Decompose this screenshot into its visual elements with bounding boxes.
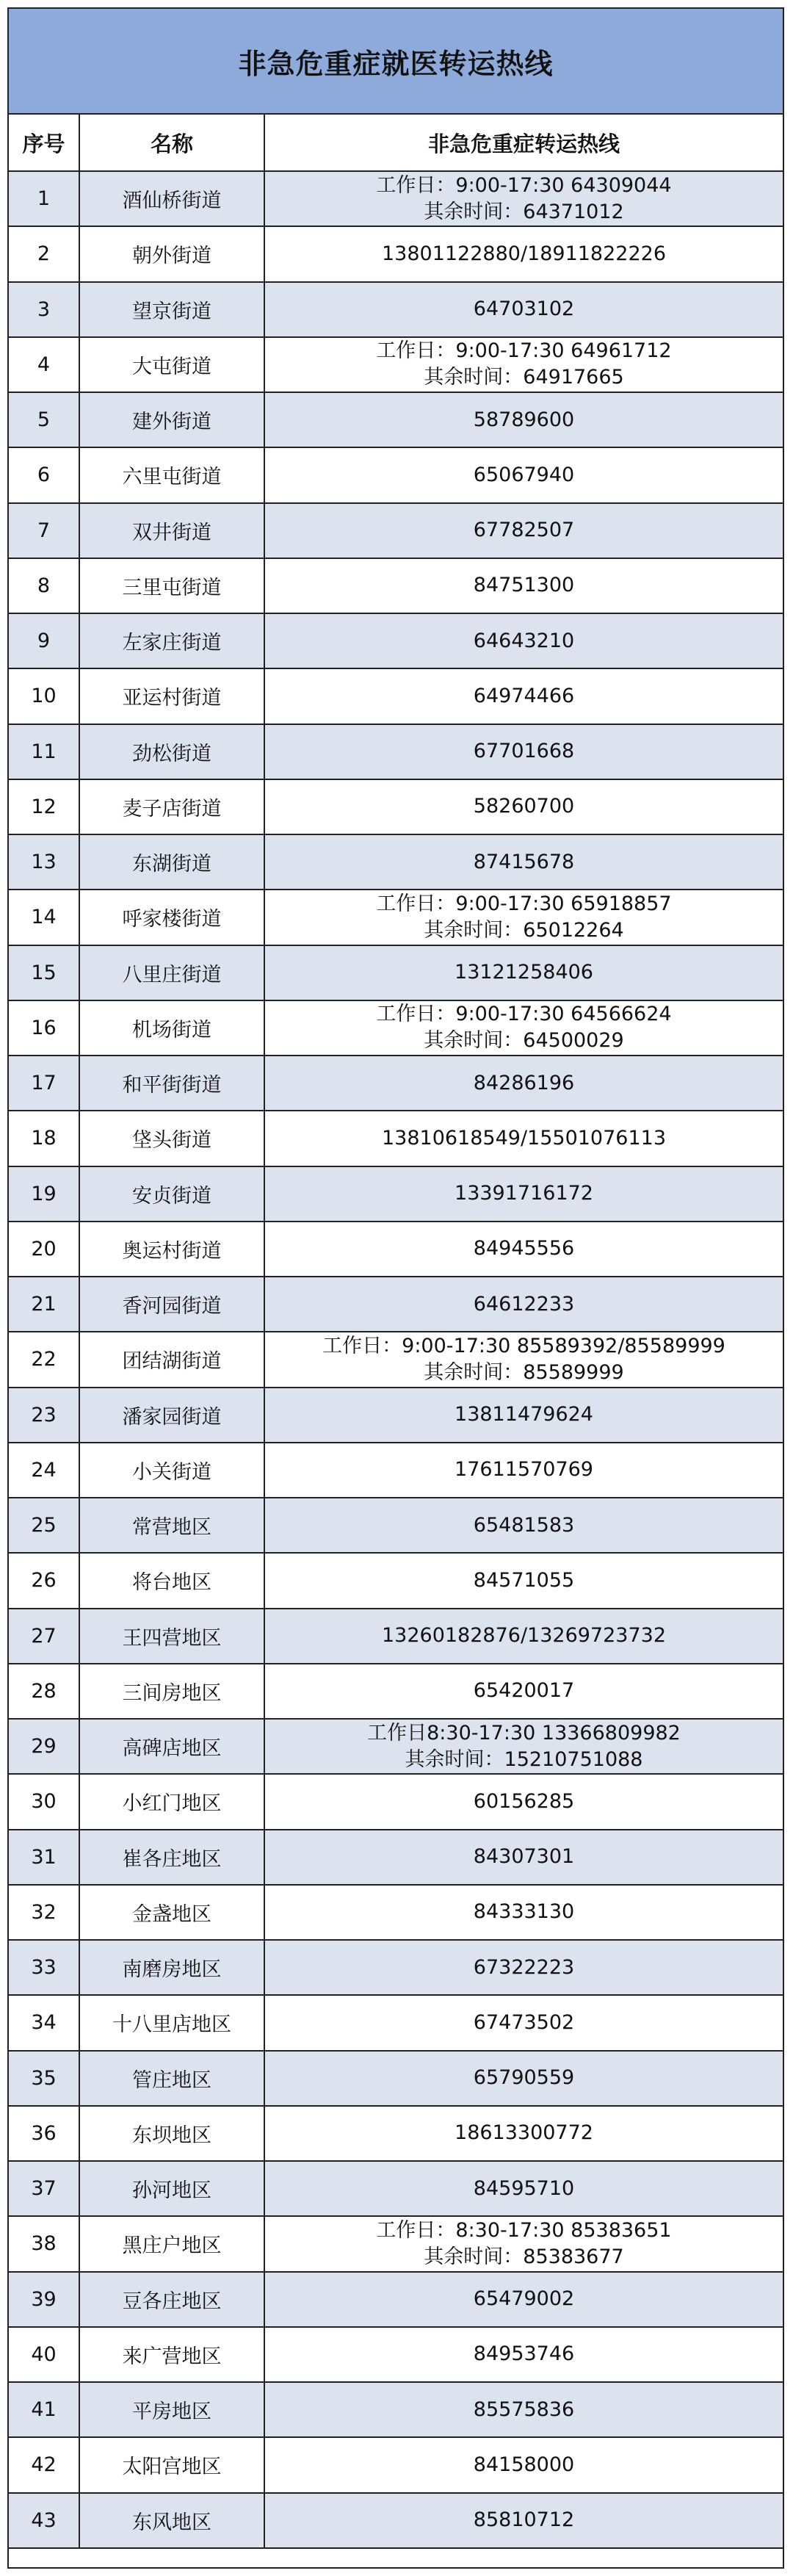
table-row (9, 1498, 783, 1553)
row-index: 38 (9, 2216, 79, 2271)
row-name: 十八里店地区 (79, 1995, 264, 2050)
table-row (9, 226, 783, 281)
row-name: 团结湖街道 (79, 1332, 264, 1387)
row-name: 常营地区 (79, 1498, 264, 1553)
row-hotline (264, 1443, 783, 1498)
row-index: 7 (9, 503, 79, 558)
row-hotline (264, 1000, 783, 1056)
table-row (9, 1056, 783, 1111)
table-row (9, 2382, 783, 2437)
row-index: 19 (9, 1166, 79, 1222)
row-name: 东坝地区 (79, 2106, 264, 2161)
table-row (9, 834, 783, 890)
table-row (9, 779, 783, 834)
row-name: 呼家楼街道 (79, 890, 264, 945)
hotline-line: 13801122880/18911822226 (381, 242, 667, 265)
row-hotline (264, 558, 783, 613)
hotline-line: 工作日：9:00-17:30 64961712 (376, 339, 672, 363)
row-index: 35 (9, 2051, 79, 2106)
row-name: 高碑店地区 (79, 1719, 264, 1774)
row-index: 31 (9, 1830, 79, 1885)
row-hotline (264, 779, 783, 834)
hotline-line: 65067940 (473, 463, 575, 486)
table-row (9, 1443, 783, 1498)
row-index: 39 (9, 2272, 79, 2327)
row-name: 东湖街道 (79, 834, 264, 890)
row-index: 11 (9, 724, 79, 779)
table-row (9, 282, 783, 337)
hotline-line: 84571055 (473, 1568, 575, 1592)
hotline-line: 65420017 (473, 1679, 575, 1703)
row-index: 32 (9, 1885, 79, 1940)
table-row (9, 945, 783, 1000)
row-hotline (264, 1166, 783, 1222)
row-name: 孙河地区 (79, 2161, 264, 2216)
table-row (9, 1166, 783, 1222)
row-hotline (264, 503, 783, 558)
row-hotline (264, 2272, 783, 2327)
row-index: 29 (9, 1719, 79, 1774)
hotline-line: 60156285 (473, 1789, 575, 1813)
table-row (9, 2216, 783, 2271)
hotline-line: 84307301 (473, 1845, 575, 1869)
hotline-line: 85810712 (473, 2508, 575, 2532)
table-row (9, 613, 783, 668)
row-hotline (264, 2216, 783, 2271)
table-row (9, 724, 783, 779)
row-index: 9 (9, 613, 79, 668)
hotline-line: 17611570769 (455, 1458, 593, 1482)
row-hotline (264, 1111, 783, 1166)
row-hotline (264, 890, 783, 945)
hotline-line: 13121258406 (455, 961, 593, 984)
row-name: 金盏地区 (79, 1885, 264, 1940)
table-row (9, 2272, 783, 2327)
table-row (9, 1000, 783, 1056)
hotline-line: 65479002 (473, 2287, 575, 2311)
hotline-line: 64612233 (473, 1292, 575, 1316)
table-row (9, 1111, 783, 1166)
row-index: 43 (9, 2493, 79, 2548)
row-index: 23 (9, 1388, 79, 1443)
hotline-line: 58260700 (473, 795, 575, 818)
row-hotline (264, 668, 783, 724)
row-name: 垡头街道 (79, 1111, 264, 1166)
table-row (9, 171, 783, 226)
hotline-line: 13810618549/15501076113 (381, 1126, 667, 1150)
table-body (9, 171, 783, 2548)
row-hotline (264, 1277, 783, 1332)
table-row (9, 392, 783, 447)
header-name: 名称 (79, 115, 264, 171)
row-hotline (264, 834, 783, 890)
hotline-line: 其余时间：65012264 (424, 918, 624, 942)
row-hotline (264, 226, 783, 281)
row-name: 潘家园街道 (79, 1388, 264, 1443)
row-hotline (264, 282, 783, 337)
row-name: 小红门地区 (79, 1774, 264, 1829)
hotline-line: 64643210 (473, 629, 575, 652)
hotline-line: 其余时间：64500029 (424, 1029, 624, 1053)
hotline-line: 其余时间：64371012 (424, 200, 624, 223)
row-name: 平房地区 (79, 2382, 264, 2437)
row-index: 33 (9, 1940, 79, 1995)
hotline-line: 13391716172 (455, 1182, 593, 1205)
row-name: 东风地区 (79, 2493, 264, 2548)
header-row (9, 115, 783, 171)
hotline-table-sheet (7, 7, 784, 2569)
row-index: 4 (9, 337, 79, 392)
table-row (9, 1388, 783, 1443)
row-hotline (264, 2161, 783, 2216)
table-row (9, 1553, 783, 1608)
row-index: 30 (9, 1774, 79, 1829)
row-hotline (264, 1388, 783, 1443)
row-name: 双井街道 (79, 503, 264, 558)
hotline-line: 85575836 (473, 2398, 575, 2421)
row-name: 左家庄街道 (79, 613, 264, 668)
table-row (9, 2493, 783, 2548)
hotline-line: 工作日：9:00-17:30 65918857 (376, 892, 672, 915)
hotline-line: 64974466 (473, 684, 575, 707)
header-hotline: 非急危重症转运热线 (264, 115, 783, 171)
row-index: 12 (9, 779, 79, 834)
row-index: 15 (9, 945, 79, 1000)
row-index: 3 (9, 282, 79, 337)
hotline-line: 13811479624 (455, 1403, 593, 1426)
row-index: 14 (9, 890, 79, 945)
hotline-line: 13260182876/13269723732 (381, 1624, 667, 1648)
row-name: 太阳宫地区 (79, 2437, 264, 2492)
row-index: 5 (9, 392, 79, 447)
row-name: 奥运村街道 (79, 1222, 264, 1277)
row-index: 13 (9, 834, 79, 890)
table-row (9, 2161, 783, 2216)
table-row (9, 890, 783, 945)
table-row (9, 337, 783, 392)
table-row (9, 1830, 783, 1885)
row-name: 大屯街道 (79, 337, 264, 392)
row-index: 40 (9, 2327, 79, 2382)
row-index: 1 (9, 171, 79, 226)
row-hotline (264, 724, 783, 779)
row-name: 朝外街道 (79, 226, 264, 281)
hotline-line: 工作日：9:00-17:30 64309044 (376, 173, 672, 197)
row-name: 黑庄户地区 (79, 2216, 264, 2271)
hotline-line: 84595710 (473, 2176, 575, 2200)
row-index: 26 (9, 1553, 79, 1608)
table-row (9, 558, 783, 613)
hotline-line: 84945556 (473, 1237, 575, 1260)
row-name: 麦子店街道 (79, 779, 264, 834)
row-index: 2 (9, 226, 79, 281)
row-index: 37 (9, 2161, 79, 2216)
row-index: 36 (9, 2106, 79, 2161)
row-index: 6 (9, 447, 79, 502)
hotline-line: 工作日：9:00-17:30 64566624 (376, 1003, 672, 1026)
row-index: 34 (9, 1995, 79, 2050)
row-hotline (264, 1995, 783, 2050)
row-hotline (264, 2327, 783, 2382)
hotline-line: 64703102 (473, 297, 575, 321)
row-index: 28 (9, 1664, 79, 1719)
hotline-line: 工作日8:30-17:30 13366809982 (367, 1721, 681, 1745)
header-index: 序号 (9, 115, 79, 171)
row-hotline (264, 1609, 783, 1664)
row-hotline (264, 945, 783, 1000)
row-name: 六里屯街道 (79, 447, 264, 502)
row-hotline (264, 1664, 783, 1719)
table-row (9, 2106, 783, 2161)
row-name: 崔各庄地区 (79, 1830, 264, 1885)
hotline-line: 84333130 (473, 1900, 575, 1924)
hotline-line: 67322223 (473, 1955, 575, 1979)
hotline-line: 67782507 (473, 519, 575, 542)
table-title: 非急危重症就医转运热线 (9, 9, 783, 115)
row-index: 42 (9, 2437, 79, 2492)
row-hotline (264, 171, 783, 226)
hotline-line: 67473502 (473, 2010, 575, 2034)
hotline-line: 其余时间：85383677 (424, 2245, 624, 2268)
hotline-line: 84751300 (473, 574, 575, 597)
row-hotline (264, 1332, 783, 1387)
row-name: 三间房地区 (79, 1664, 264, 1719)
row-hotline (264, 447, 783, 502)
table-row (9, 2051, 783, 2106)
hotline-line: 65790559 (473, 2066, 575, 2090)
row-index: 27 (9, 1609, 79, 1664)
row-index: 16 (9, 1000, 79, 1056)
hotline-table (9, 115, 783, 2549)
row-index: 20 (9, 1222, 79, 1277)
table-row (9, 1277, 783, 1332)
row-name: 王四营地区 (79, 1609, 264, 1664)
row-hotline (264, 1830, 783, 1885)
hotline-line: 84286196 (473, 1071, 575, 1094)
row-hotline (264, 1222, 783, 1277)
hotline-line: 58789600 (473, 408, 575, 431)
row-hotline (264, 2051, 783, 2106)
row-name: 管庄地区 (79, 2051, 264, 2106)
row-name: 小关街道 (79, 1443, 264, 1498)
table-row (9, 1222, 783, 1277)
hotline-line: 87415678 (473, 850, 575, 873)
row-hotline (264, 337, 783, 392)
hotline-line: 工作日：8:30-17:30 85383651 (376, 2218, 672, 2242)
row-index: 41 (9, 2382, 79, 2437)
table-row (9, 503, 783, 558)
hotline-line: 其余时间：85589999 (424, 1360, 624, 1384)
row-index: 21 (9, 1277, 79, 1332)
row-name: 三里屯街道 (79, 558, 264, 613)
row-index: 22 (9, 1332, 79, 1387)
row-hotline (264, 1719, 783, 1774)
table-row (9, 1609, 783, 1664)
hotline-line: 18613300772 (455, 2121, 593, 2145)
table-row (9, 1332, 783, 1387)
row-name: 香河园街道 (79, 1277, 264, 1332)
row-hotline (264, 2437, 783, 2492)
hotline-line: 其余时间：64917665 (424, 366, 624, 389)
table-row (9, 1719, 783, 1774)
table-row (9, 1774, 783, 1829)
row-hotline (264, 1498, 783, 1553)
row-index: 10 (9, 668, 79, 724)
hotline-line: 84953746 (473, 2342, 575, 2366)
row-hotline (264, 1056, 783, 1111)
row-hotline (264, 2493, 783, 2548)
hotline-line: 84158000 (473, 2453, 575, 2476)
row-index: 8 (9, 558, 79, 613)
table-row (9, 668, 783, 724)
row-index: 17 (9, 1056, 79, 1111)
hotline-line: 其余时间：15210751088 (405, 1747, 643, 1771)
row-name: 劲松街道 (79, 724, 264, 779)
row-name: 和平街街道 (79, 1056, 264, 1111)
table-row (9, 447, 783, 502)
row-name: 八里庄街道 (79, 945, 264, 1000)
row-hotline (264, 613, 783, 668)
row-index: 25 (9, 1498, 79, 1553)
row-hotline (264, 1885, 783, 1940)
row-hotline (264, 1940, 783, 1995)
hotline-line: 工作日：9:00-17:30 85589392/85589999 (322, 1334, 725, 1357)
table-row (9, 1664, 783, 1719)
row-index: 24 (9, 1443, 79, 1498)
row-name: 来广营地区 (79, 2327, 264, 2382)
hotline-line: 65481583 (473, 1513, 575, 1537)
row-name: 酒仙桥街道 (79, 171, 264, 226)
row-name: 安贞街道 (79, 1166, 264, 1222)
row-index: 18 (9, 1111, 79, 1166)
hotline-line: 67701668 (473, 740, 575, 763)
row-name: 建外街道 (79, 392, 264, 447)
row-hotline (264, 2382, 783, 2437)
row-hotline (264, 1774, 783, 1829)
row-hotline (264, 1553, 783, 1608)
row-name: 将台地区 (79, 1553, 264, 1608)
table-row (9, 2327, 783, 2382)
row-hotline (264, 2106, 783, 2161)
table-row (9, 1885, 783, 1940)
row-name: 亚运村街道 (79, 668, 264, 724)
row-name: 望京街道 (79, 282, 264, 337)
row-name: 机场街道 (79, 1000, 264, 1056)
row-name: 豆各庄地区 (79, 2272, 264, 2327)
table-row (9, 2437, 783, 2492)
table-row (9, 1995, 783, 2050)
table-row (9, 1940, 783, 1995)
row-hotline (264, 392, 783, 447)
row-name: 南磨房地区 (79, 1940, 264, 1995)
